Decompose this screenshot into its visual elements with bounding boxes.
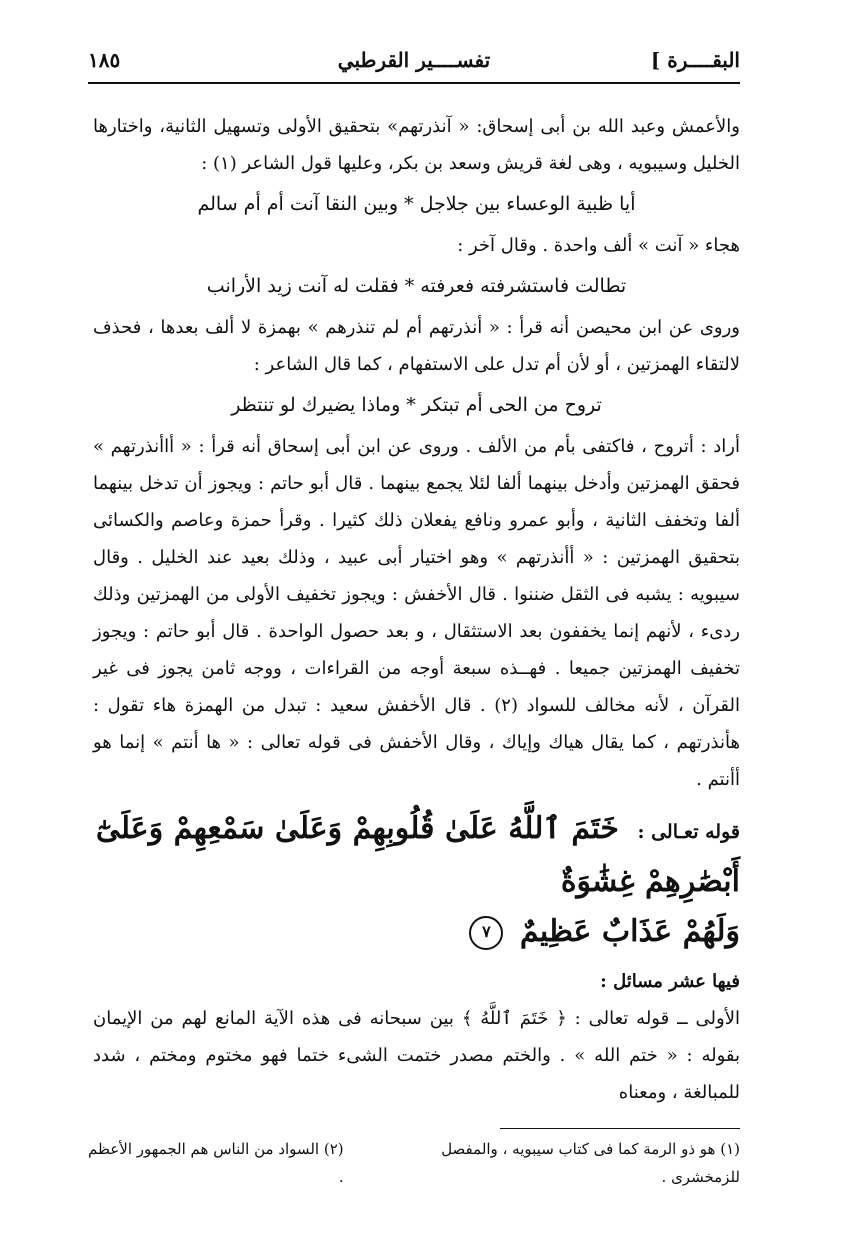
ayah-intro: قوله تعـالى : <box>637 821 740 843</box>
paragraph-3: وروى عن ابن محيصن أنه قرأ : « أنذرتهم أم لم تنذرهم » بهمزة لا ألف بعدها ، فحذف لالتقاء الهمزتين ، أو لأن أم تدل على الاستفهام ، كما قال الشاعر : <box>93 317 741 375</box>
poetry-verse-2: تطالت فاستشرفته فعرفته * فقلت له آنت زيد الأرانب <box>206 275 627 297</box>
footnote-1: (١) هو ذو الرمة كما فى كتاب سيبويه ، والمفصل للزمخشرى . <box>441 1140 740 1186</box>
page-header <box>88 40 740 80</box>
header-rule <box>88 82 740 84</box>
paragraph-4: أراد : أتروح ، فاكتفى بأم من الألف . وروى عن ابن أبى إسحاق أنه قرأ : « أاأنذرتهم » فحقق الهمزتين وأدخل بينهما ألفا لئلا يجمع بينهما . قال أبو حاتم : ويجوز أن تدخل بينهما ألفا وتخفف الثانية ، وأبو عمرو ونافع يفعلان ذلك كثيرا . وقرأ حمزة وعاصم والكسائى بتحقيق الهمزتين : « أأنذرتهم » وهو اختيار أبى عبيد ، وذلك بعيد عند الخليل . وقال سيبويه : يشبه فى الثقل ضننوا . قال الأخفش : ويجوز تخفيف الأولى من الهمزتين وذلك ردىء ، لأنهم إنما يخففون بعد الاستثقال ، و بعد حصول الواحدة . قال أبو حاتم : ويجوز تخفيف الهمزتين جميعا . فهــذه سبعة أوجه من القراءات ، ووجه ثامن يجوز فى غير القرآن ، لأنه مخالف للسواد (٢) . قال الأخفش سعيد : تبدل من الهمزة هاء تقول : هأنذرتهم ، كما يقال هياك وإياك ، وقال الأخفش فى قوله تعالى : « ها أنتم » إنما هو أأنتم . <box>93 436 740 790</box>
surah-name: البقــــرة ] <box>650 48 740 72</box>
quran-ayah <box>93 804 740 957</box>
main-text <box>93 108 740 1111</box>
ayah-text-1: خَتَمَ ٱللَّهُ عَلَىٰ قُلُوبِهِمْ وَعَلَىٰ سَمْعِهِمْ وَعَلَىٰٓ أَبْصَٰرِهِمْ غِشَٰوَةٌ <box>95 811 740 899</box>
poetry-verse-1: أيا ظبية الوعساء بين جلاجل * وبين النقا آنت أم أم سالم <box>197 193 636 215</box>
book-title: تفســــير القرطبي <box>337 48 491 72</box>
paragraph-2: هجاء « آنت » ألف واحدة . وقال آخر : <box>457 235 740 256</box>
ayah-number-icon: ٧ <box>469 916 503 950</box>
footnote-divider <box>500 1128 740 1129</box>
ayah-text-2: وَلَهُمْ عَذَابٌ عَظِيمٌ <box>519 914 740 949</box>
paragraph-1: والأعمش وعبد الله بن أبى إسحاق: « آنذرتهم» بتحقيق الأولى وتسهيل الثانية، واختارها الخليل وسيبويه ، وهى لغة قريش وسعد بن بكر، وعليها قول الشاعر (١) : <box>93 116 740 174</box>
ayah-line-2 <box>93 907 740 957</box>
page-number: ١٨٥ <box>88 48 121 72</box>
poetry-verse-3: تروح من الحى أم تبتكر * وماذا يضيرك لو تنتظر <box>231 394 602 416</box>
masala-first: الأولى ــ قوله تعالى : ﴿ خَتَمَ ٱللَّهُ ﴾ بين سبحانه فى هذه الآية المانع لهم من الإيمان بقوله : « ختم الله » . والختم مصدر ختمت الشىء ختما فهو مختوم ومختم ، شدد للمبالغة ، ومعناه <box>93 1008 740 1103</box>
footnotes <box>88 1128 740 1191</box>
footnote-2: (٢) السواد من الناس هم الجمهور الأعظم . <box>88 1140 344 1186</box>
ayah-line-1 <box>93 804 740 907</box>
footnote-row <box>88 1135 740 1191</box>
masail-heading: فيها عشر مسائل : <box>600 971 740 992</box>
